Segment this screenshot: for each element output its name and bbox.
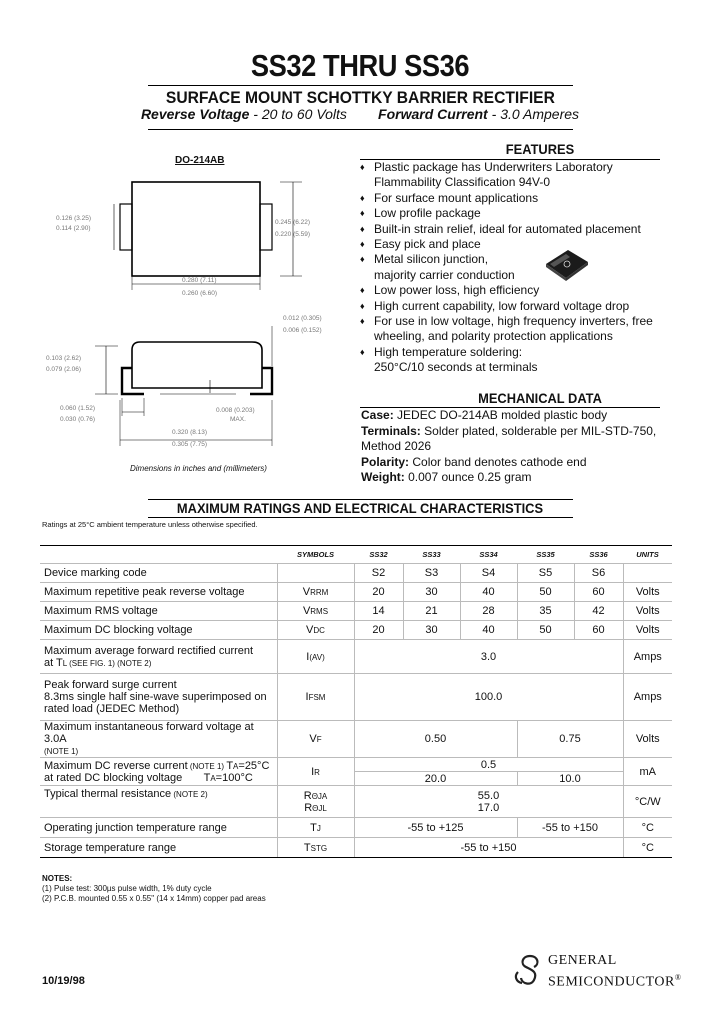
forward-current-value: 3.0 Amperes <box>500 106 580 122</box>
bullet-icon: ♦ <box>360 346 365 357</box>
dim-lead-2: 0.006 (0.152) <box>283 327 322 334</box>
ratings-table <box>40 545 672 858</box>
top-view-body <box>132 182 260 276</box>
subtitle-wrap <box>0 88 720 108</box>
reverse-voltage-label: Reverse Voltage <box>140 106 250 122</box>
weight-label: Weight: <box>361 470 405 484</box>
header-ss33: SS33 <box>403 546 460 564</box>
features-list <box>360 160 660 376</box>
table-row: Maximum RMS voltage VRMS 14 21 28 35 42 Volts <box>40 602 672 621</box>
separator: - <box>487 106 501 122</box>
dim-height-2: 0.079 (2.06) <box>46 366 82 373</box>
bullet-icon: ♦ <box>360 285 365 296</box>
list-item: ♦ Plastic package has Underwriters Laboratory Flammability Classification 94V-0 <box>360 160 613 190</box>
dim-h-right-1: 0.245 (6.22) <box>275 219 311 226</box>
package-outline-drawing <box>40 150 330 470</box>
ratings-note: Ratings at 25°C ambient temperature unless otherwise specified. <box>42 520 258 529</box>
list-item: ♦ High temperature soldering: 250°C/10 seconds at terminals <box>360 344 538 375</box>
terminals-label: Terminals: <box>361 423 421 438</box>
side-view-body <box>132 342 262 388</box>
table-header-row <box>40 546 672 564</box>
header-ss32: SS32 <box>354 546 403 564</box>
bullet-icon: ♦ <box>360 254 365 265</box>
title-rule <box>148 85 573 86</box>
table-row: Peak forward surge current 8.3ms single half sine-wave superimposed on rated load (JEDEC Method) IFSM 100.0 Amps <box>40 674 672 721</box>
notes-heading: NOTES: <box>42 874 73 883</box>
page-title: SS32 THRU SS36 <box>250 48 470 83</box>
bullet-icon: ♦ <box>360 208 365 219</box>
list-item: ♦ Low power loss, high efficiency <box>360 283 540 298</box>
list-item: ♦ For surface mount applications <box>360 190 539 205</box>
chip-photo-icon <box>542 246 592 282</box>
ratings-heading: MAXIMUM RATINGS AND ELECTRICAL CHARACTERISTICS <box>176 500 544 516</box>
general-semiconductor-logo-icon <box>512 950 548 990</box>
top-view-lead-right <box>260 204 272 250</box>
reverse-voltage-value: 20 to 60 Volts <box>261 106 347 122</box>
header-ss34: SS34 <box>460 546 517 564</box>
dim-h-left-1: 0.126 (3.25) <box>56 215 92 222</box>
dim-w-bot-2: 0.305 (7.75) <box>172 441 208 448</box>
page-subtitle: SURFACE MOUNT SCHOTTKY BARRIER RECTIFIER <box>165 88 555 107</box>
header-symbols: SYMBOLS <box>277 546 354 564</box>
table-row: Maximum average forward rectified current at TL (SEE FIG. 1) (NOTE 2) I(AV) 3.0 Amps <box>40 640 672 674</box>
polarity-label: Polarity: <box>361 454 410 469</box>
list-item: ♦ High current capability, low forward voltage drop <box>360 298 630 313</box>
table-row: 20.0 10.0 <box>40 772 672 786</box>
dim-h-right-2: 0.220 (5.59) <box>275 231 311 238</box>
list-item: ♦ Easy pick and place <box>360 237 481 252</box>
forward-current-label: Forward Current <box>378 106 488 122</box>
table-row: Maximum DC blocking voltage VDC 20 30 40 50 60 Volts <box>40 621 672 640</box>
terminals-value: Solder plated, solderable per MIL-STD-750, <box>424 423 657 438</box>
dim-foot-2: 0.030 (0.76) <box>60 416 96 423</box>
header-ss36: SS36 <box>574 546 623 564</box>
ratings-bottom-rule <box>148 517 573 518</box>
table-row: Operating junction temperature range TJ -55 to +125 -55 to +150 °C <box>40 818 672 838</box>
header-units: UNITS <box>623 546 672 564</box>
table-row: Maximum instantaneous forward voltage at 3.0A (NOTE 1) VF 0.50 0.75 Volts <box>40 721 672 758</box>
bullet-icon: ♦ <box>360 223 365 234</box>
case-label: Case: <box>361 408 394 422</box>
features-heading: FEATURES <box>505 141 575 157</box>
separator: - <box>249 106 262 122</box>
bullet-icon: ♦ <box>360 316 365 327</box>
dim-stand-1: 0.008 (0.203) <box>216 407 255 414</box>
list-item: ♦ Built-in strain relief, ideal for automated placement <box>360 221 641 236</box>
title-wrap <box>0 48 720 84</box>
top-view-lead-left <box>120 204 132 250</box>
polarity-value: Color band denotes cathode end <box>412 454 587 469</box>
list-item: ♦ Low profile package <box>360 206 481 221</box>
terminals-value-2: Method 2026 <box>361 439 432 453</box>
brand-name: GENERAL SEMICONDUCTOR® <box>548 953 682 990</box>
bullet-icon: ♦ <box>360 162 365 172</box>
case-value: JEDEC DO-214AB molded plastic body <box>397 408 608 422</box>
table-row: Maximum DC reverse current (NOTE 1) TA=25°C at rated DC blocking voltage TA=100°C IR 0.5 mA <box>40 758 672 772</box>
header-rule <box>148 129 573 130</box>
header-ss35: SS35 <box>517 546 574 564</box>
dim-h-left-2: 0.114 (2.90) <box>56 225 91 232</box>
table-row: Typical thermal resistance (NOTE 2) RΘJA RΘJL 55.0 17.0 °C/W <box>40 786 672 818</box>
dim-w-top-1: 0.280 (7.11) <box>182 277 217 284</box>
table-row: Storage temperature range TSTG -55 to +150 °C <box>40 838 672 858</box>
package-label: DO-214AB <box>175 155 225 166</box>
side-view-lead-left <box>122 368 144 394</box>
dim-w-top-2: 0.260 (6.60) <box>182 290 218 297</box>
bullet-icon: ♦ <box>360 239 365 250</box>
weight-value: 0.007 ounce 0.25 gram <box>408 470 532 484</box>
dim-w-bot-1: 0.320 (8.13) <box>172 429 208 436</box>
list-item: ♦ For use in low voltage, high frequency inverters, free wheeling, and polarity protection applications <box>360 314 653 344</box>
list-item: ♦ Metal silicon junction, majority carrier conduction <box>360 252 515 282</box>
note-2: (2) P.C.B. mounted 0.55 x 0.55" (14 x 14mm) copper pad areas <box>42 894 266 903</box>
dim-foot-1: 0.060 (1.52) <box>60 405 96 412</box>
mechanical-data <box>361 408 661 486</box>
mechanical-heading: MECHANICAL DATA <box>478 390 602 406</box>
bullet-icon: ♦ <box>360 300 365 311</box>
document-date: 10/19/98 <box>42 975 85 987</box>
spec-line <box>0 106 720 122</box>
dimension-note: Dimensions in inches and (millimeters) <box>130 464 267 473</box>
dim-stand-2: MAX. <box>230 416 246 423</box>
bullet-icon: ♦ <box>360 192 365 203</box>
table-row: Maximum repetitive peak reverse voltage VRRM 20 30 40 50 60 Volts <box>40 583 672 602</box>
side-view-lead-right <box>250 368 272 394</box>
dim-lead-1: 0.012 (0.305) <box>283 315 322 322</box>
table-row: Device marking code S2 S3 S4 S5 S6 <box>40 564 672 583</box>
dim-height-1: 0.103 (2.62) <box>46 355 82 362</box>
note-1: (1) Pulse test: 300µs pulse width, 1% duty cycle <box>42 884 212 893</box>
